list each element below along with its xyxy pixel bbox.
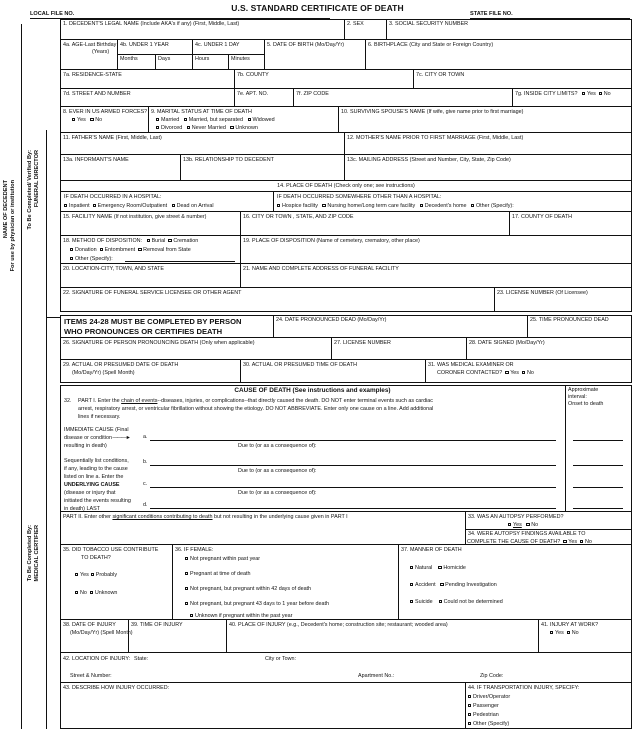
checkbox-divorced[interactable]	[156, 126, 159, 129]
part-ii-label	[63, 514, 348, 521]
checkbox-autopsy-no-label: No	[531, 522, 539, 528]
sequential-l1: Sequentially list conditions,	[64, 458, 129, 464]
checkbox-coroner-contacted-no-label: No	[526, 370, 534, 376]
div-nonhospital	[273, 192, 274, 212]
div-16	[240, 212, 241, 236]
checkbox-married[interactable]	[156, 118, 159, 121]
field-42-zip-label: Zip Code:	[480, 673, 504, 679]
checkbox-inpatient[interactable]	[64, 204, 67, 207]
margin-medical-certifier-l2	[34, 525, 42, 581]
items-2428-line2: WHO PRONOUNCES OR CERTIFIES DEATH	[64, 327, 223, 336]
margin-medical-certifier-text2: MEDICAL CERTIFIER	[34, 525, 40, 582]
checkbox-never-married[interactable]	[187, 126, 190, 129]
checkbox-not-pregnant-past-year[interactable]	[185, 557, 188, 560]
checkbox-removal-from-state-label: Removal from State	[143, 247, 191, 253]
field-5-label: 5. DATE OF BIRTH (Mo/Day/Yr)	[267, 42, 345, 48]
sequential-l2: if any, leading to the cause	[64, 466, 128, 472]
field-18-label	[63, 238, 198, 245]
checkbox-disposition-other[interactable]	[70, 257, 73, 260]
div-4b	[117, 40, 118, 70]
checkbox-removal-from-state[interactable]	[138, 248, 141, 251]
cause-line-b-label: b.	[143, 459, 148, 465]
checkbox-pregnant-within-42-days[interactable]	[185, 587, 188, 590]
interval-rule-d[interactable]	[573, 508, 623, 509]
field-13a-label: 13a. INFORMANT'S NAME	[63, 157, 129, 163]
checkbox-injury-at-work-yes-label: Yes	[554, 630, 564, 636]
field-37-options-row3	[410, 599, 503, 606]
checkbox-disposition-other-label: Other (Specify):	[74, 256, 113, 262]
div-10	[338, 107, 339, 133]
field-4b-months-label: Months	[120, 56, 138, 62]
cause-line-b-rule[interactable]	[150, 465, 556, 466]
field-32-number: 32.	[64, 398, 72, 404]
field-7d-label: 7d. STREET AND NUMBER	[63, 91, 131, 97]
field-42-label: 42. LOCATION OF INJURY:	[63, 656, 131, 662]
field-39-label: 39. TIME OF INJURY	[131, 622, 183, 628]
checkbox-armed-forces-yes[interactable]	[72, 118, 75, 121]
cause-line-a-rule[interactable]	[150, 440, 556, 441]
checkbox-manner-homicide-label: Homicide	[443, 565, 466, 571]
checkbox-decedents-home[interactable]	[420, 204, 423, 207]
field-31-options	[437, 370, 534, 377]
field-38-label-l2: (Mo/Day/Yr) (Spell Month)	[70, 630, 133, 636]
field-37-options-row1	[410, 565, 466, 572]
checkbox-manner-natural-label: Natural	[414, 565, 433, 571]
checkbox-pedestrian-label: Pedestrian	[472, 712, 499, 718]
field-18-text: 18. METHOD OF DISPOSITION:	[63, 238, 143, 244]
immediate-cause-l3: resulting in death)	[64, 443, 107, 449]
field-32-line1	[78, 398, 433, 405]
sequential-l4-underlying-cause: UNDERLYING CAUSE	[64, 482, 120, 488]
field-9-options-row2	[156, 125, 258, 132]
margin-medical-certifier-text1: To Be Completed By:	[27, 525, 33, 582]
field-43-label: 43. DESCRIBE HOW INJURY OCCURRED:	[63, 685, 170, 691]
checkbox-tobacco-unknown[interactable]	[90, 591, 93, 594]
div-27	[331, 338, 332, 360]
field-2-label: 2. SEX	[347, 21, 364, 27]
due-to-a: Due to (or as a consequence of):	[238, 443, 317, 449]
div-9	[148, 107, 149, 133]
field-44-option-driver	[468, 694, 510, 701]
field-36-option-4	[185, 601, 329, 608]
field-9-label: 9. MARITAL STATUS AT TIME OF DEATH	[151, 109, 252, 115]
field-20-label: 20. LOCATION-CITY, TOWN, AND STATE	[63, 266, 164, 272]
checkbox-pregnant-43-days-to-1-year[interactable]	[185, 602, 188, 605]
checkbox-autopsy-findings-no-label: No	[585, 539, 592, 545]
field-8-options	[72, 117, 102, 124]
checkbox-not-pregnant-past-year-label: Not pregnant within past year	[189, 556, 261, 562]
div-4c	[192, 40, 193, 70]
field-14-label: 14. PLACE OF DEATH (Check only one; see instructions)	[277, 183, 415, 189]
cause-of-death-title: CAUSE OF DEATH (See instructions and examples)	[234, 387, 391, 394]
margin-funeral-director-text2: FUNERAL DIRECTOR	[34, 150, 40, 208]
part-ii-underlined: significant conditions contributing to death	[112, 514, 213, 520]
field-9-options-row1	[156, 117, 275, 124]
checkbox-cremation[interactable]	[168, 239, 171, 242]
checkbox-manner-pending-label: Pending Investigation	[445, 582, 497, 588]
checkbox-nursing-home[interactable]	[322, 204, 325, 207]
cause-line-a-label: a.	[143, 434, 148, 440]
field-4c-label: 4c. UNDER 1 DAY	[195, 42, 240, 48]
field-34-label-l2: COMPLETE THE CAUSE OF DEATH?	[467, 539, 561, 545]
disposition-other-rule	[125, 261, 235, 262]
field-41-options	[550, 630, 579, 637]
field-44-option-passenger	[468, 703, 499, 710]
checkbox-pregnant-at-death-label: Pregnant at time of death	[189, 571, 251, 577]
div-12	[344, 133, 345, 155]
div-5	[264, 40, 265, 70]
div-7e	[234, 89, 235, 107]
checkbox-dead-on-arrival-label: Dead on Arrival	[176, 203, 214, 209]
field-15-label: 15. FACILITY NAME (If not institution, give street & number)	[63, 214, 207, 220]
funeral-section-divider	[46, 317, 60, 318]
page-title: U.S. STANDARD CERTIFICATE OF DEATH	[231, 3, 404, 13]
immediate-cause-l2-text: disease or condition	[64, 435, 112, 441]
field-13c-label: 13c. MAILING ADDRESS (Street and Number, City, State, Zip Code)	[347, 157, 511, 163]
field-24-label: 24. DATE PRONOUNCED DEAD (Mo/Day/Yr)	[276, 317, 387, 323]
field-42-state-label: State:	[134, 656, 149, 662]
field-31-label-l1: 31. WAS MEDICAL EXAMINER OR	[428, 362, 514, 368]
interval-rule-b[interactable]	[573, 465, 623, 466]
div-41	[538, 620, 539, 653]
field-7g-label	[515, 91, 611, 98]
interval-rule-c[interactable]	[573, 487, 623, 488]
checkbox-place-other-label: Other (Specify):	[475, 203, 514, 209]
nonhospital-options	[277, 203, 514, 210]
field-11-label: 11. FATHER'S NAME (First, Middle, Last)	[63, 135, 162, 141]
checkbox-manner-undetermined[interactable]	[439, 600, 442, 603]
field-4b-label: 4b. UNDER 1 YEAR	[120, 42, 169, 48]
margin-funeral-director-l2	[34, 150, 42, 207]
sequential-l5: (disease or injury that	[64, 490, 116, 496]
div-28	[466, 338, 467, 360]
field-26-label: 26. SIGNATURE OF PERSON PRONOUNCING DEATH (Only when applicable)	[63, 340, 255, 346]
checkbox-inside-city-yes[interactable]	[582, 92, 585, 95]
nonhospital-header: IF DEATH OCCURRED SOMEWHERE OTHER THAN A HOSPITAL:	[277, 194, 442, 200]
margin-outer-line1: NAME OF DECEDENT	[3, 180, 9, 239]
checkbox-married-separated-label: Married, but separated	[188, 117, 243, 123]
field-33-label: 33. WAS AN AUTOPSY PERFORMED?	[468, 514, 564, 520]
checkbox-entombment-label: Entombment	[104, 247, 136, 253]
checkbox-passenger-label: Passenger	[472, 703, 499, 709]
checkbox-hospice[interactable]	[277, 204, 280, 207]
field-16-label: 16. CITY OR TOWN , STATE, AND ZIP CODE	[243, 214, 354, 220]
checkbox-autopsy-findings-yes-label: Yes	[568, 539, 578, 545]
sequential-l3: listed on line a. Enter the	[64, 474, 124, 480]
checkbox-tobacco-no[interactable]	[75, 591, 78, 594]
checkbox-inside-city-no[interactable]	[599, 92, 602, 95]
field-4b-days-label: Days	[158, 56, 171, 62]
field-7g-text: 7g. INSIDE CITY LIMITS?	[515, 91, 578, 97]
funeral-section-margin-line	[46, 130, 47, 317]
interval-rule-a[interactable]	[573, 440, 623, 441]
checkbox-dead-on-arrival[interactable]	[172, 204, 175, 207]
row-residence	[60, 70, 632, 89]
field-12-label: 12. MOTHER'S NAME PRIOR TO FIRST MARRIAGE (First, Middle, Last)	[347, 135, 524, 141]
row-tobacco-female-manner	[60, 545, 632, 620]
field-32-chain-of-events: chain of events	[121, 398, 158, 404]
div-13b	[180, 155, 181, 181]
field-44-option-pedestrian	[468, 712, 499, 719]
checkbox-armed-forces-no-label: No	[95, 117, 103, 123]
outer-margin-line	[21, 24, 22, 729]
field-25-label: 25. TIME PRONOUNCED DEAD	[530, 317, 609, 323]
checkbox-tobacco-probably[interactable]	[91, 573, 94, 576]
field-23-label: 23. LICENSE NUMBER (Of Licensee)	[497, 290, 588, 296]
field-42-apt-label: Apartment No.:	[358, 673, 395, 679]
checkbox-donation-label: Donation	[74, 247, 97, 253]
div-24	[273, 315, 274, 338]
checkbox-manner-suicide[interactable]	[410, 600, 413, 603]
checkbox-burial-label: Burial	[151, 238, 166, 244]
checkbox-manner-accident-label: Accident	[414, 582, 436, 588]
arrow-icon: ———►	[111, 435, 130, 441]
checkbox-driver-operator-label: Driver/Operator	[472, 694, 511, 700]
field-1-label: 1. DECEDENT'S LEGAL NAME (Include AKA's if any) (First, Middle, Last)	[63, 21, 240, 27]
div-7f	[293, 89, 294, 107]
local-file-no-label: LOCAL FILE NO.	[30, 11, 75, 17]
checkbox-autopsy-findings-no[interactable]	[580, 540, 583, 543]
checkbox-manner-pending[interactable]	[440, 583, 443, 586]
field-35-label-l2: TO DEATH?	[81, 555, 111, 561]
checkbox-injury-at-work-no-label: No	[571, 630, 579, 636]
checkbox-manner-natural[interactable]	[410, 566, 413, 569]
div-7g	[512, 89, 513, 107]
part-ii-b: but not resulting in the underlying cause given in PART I	[212, 514, 348, 520]
checkbox-tobacco-probably-label: Probably	[95, 572, 118, 578]
div-37	[398, 545, 399, 620]
checkbox-nursing-home-label: Nursing home/Long term care facility	[327, 203, 416, 209]
margin-outer-line2: For use by physician or institution	[10, 180, 16, 272]
approx-interval-l3: Onset to death	[568, 401, 604, 407]
div-6	[365, 40, 366, 70]
field-30-label: 30. ACTUAL OR PRESUMED TIME OF DEATH	[243, 362, 358, 368]
checkbox-armed-forces-no[interactable]	[90, 118, 93, 121]
div-subrow-units	[117, 54, 264, 55]
field-34-label-l1: 34. WERE AUTOPSY FINDINGS AVAILABLE TO	[468, 531, 586, 537]
hospital-header: IF DEATH OCCURRED IN A HOSPITAL:	[64, 194, 162, 200]
immediate-cause-l2	[64, 435, 130, 442]
checkbox-emergency-room[interactable]	[93, 204, 96, 207]
checkbox-married-label: Married	[160, 117, 180, 123]
checkbox-emergency-room-label: Emergency Room/Outpatient	[97, 203, 168, 209]
div-19	[240, 236, 241, 264]
checkbox-autopsy-no[interactable]	[526, 523, 529, 526]
div-days	[155, 54, 156, 70]
field-7b-label: 7b. COUNTY	[237, 72, 269, 78]
checkbox-donation[interactable]	[70, 248, 73, 251]
checkbox-coroner-contacted-no[interactable]	[522, 371, 525, 374]
approx-interval-l1: Approximate	[568, 387, 599, 393]
div-31	[425, 360, 426, 383]
cause-line-c-rule[interactable]	[150, 487, 556, 488]
checkbox-hospice-label: Hospice facility	[281, 203, 318, 209]
field-32-l1b: --diseases, injuries, or complications--that directly caused the death. DO NOT enter terminal events such as cardiac	[157, 398, 433, 404]
margin-outer-sub	[10, 180, 18, 271]
checkbox-pregnancy-unknown-label: Unknown if pregnant within the past year	[194, 613, 293, 619]
field-7e-label: 7e. APT. NO.	[237, 91, 269, 97]
field-13b-label: 13b. RELATIONSHIP TO DECEDENT	[183, 157, 274, 163]
checkbox-pregnant-at-death[interactable]	[185, 572, 188, 575]
div-23	[494, 288, 495, 312]
field-22-label: 22. SIGNATURE OF FUNERAL SERVICE LICENSEE OR OTHER AGENT	[63, 290, 242, 296]
field-36-option-5	[190, 613, 292, 620]
field-18-options-row2	[70, 247, 191, 254]
checkbox-divorced-label: Divorced	[160, 125, 183, 131]
checkbox-widowed-label: Widowed	[252, 117, 275, 123]
field-32-line2: arrest, respiratory arrest, or ventricular fibrillation without showing the etiology. DO NOT ABBREVIATE. Enter only one cause on a line. Add additional	[78, 406, 434, 412]
checkbox-autopsy-yes-label: Yes	[512, 522, 522, 528]
field-44-option-other	[468, 721, 509, 728]
div-36	[172, 545, 173, 620]
field-17-label: 17. COUNTY OF DEATH	[512, 214, 573, 220]
field-37-options-row2	[410, 582, 497, 589]
field-6-label: 6. BIRTHPLACE (City and State or Foreign Country)	[368, 42, 494, 48]
checkbox-widowed[interactable]	[248, 118, 251, 121]
field-28-label: 28. DATE SIGNED (Mo/Day/Yr)	[469, 340, 545, 346]
checkbox-inside-city-yes-label: Yes	[587, 91, 596, 97]
field-4a-label-l1: 4a. AGE-Last Birthday	[63, 42, 117, 48]
checkbox-manner-undetermined-label: Could not be determined	[443, 599, 503, 605]
due-to-c: Due to (or as a consequence of):	[238, 490, 317, 496]
div-minutes	[228, 54, 229, 70]
field-4a-label-l2: (Years)	[92, 49, 110, 55]
checkbox-pregnant-within-42-days-label: Not pregnant, but pregnant within 42 days of death	[189, 586, 312, 592]
div-21	[240, 264, 241, 288]
part-ii-a: PART II. Enter other	[63, 514, 113, 520]
checkbox-pregnant-43-days-to-1-year-label: Not pregnant, but pregnant 43 days to 1 year before death	[189, 601, 330, 607]
field-7c-label: 7c. CITY OR TOWN	[416, 72, 465, 78]
field-35-options-row1	[75, 572, 117, 579]
checkbox-cremation-label: Cremation	[173, 238, 199, 244]
field-10-label: 10. SURVIVING SPOUSE'S NAME (If wife, give name prior to first marriage)	[341, 109, 524, 115]
div-40	[226, 620, 227, 653]
div-13c	[344, 155, 345, 181]
sequential-l6: initiated the events resulting	[64, 498, 131, 504]
checkbox-coroner-contacted-yes-label: Yes	[510, 370, 519, 376]
checkbox-never-married-label: Never Married	[191, 125, 226, 131]
state-file-no-label: STATE FILE NO.	[470, 11, 513, 17]
field-42-city-label: City or Town:	[265, 656, 297, 662]
div-30	[240, 360, 241, 383]
field-40-label: 40. PLACE OF INJURY (e.g., Decedent's home; construction site; restaurant; wooded area)	[229, 622, 448, 628]
checkbox-tobacco-unknown-label: Unknown	[94, 590, 118, 596]
margin-funeral-director-text1: To Be Completed/ Verified By:	[27, 150, 33, 230]
field-36-label: 36. IF FEMALE:	[175, 547, 214, 553]
checkbox-marital-unknown[interactable]	[230, 126, 233, 129]
checkbox-entombment[interactable]	[100, 248, 103, 251]
cause-line-c-label: c.	[143, 481, 148, 487]
field-36-option-3	[185, 586, 311, 593]
div-44	[465, 683, 466, 729]
checkbox-pedestrian[interactable]	[468, 713, 471, 716]
field-4c-minutes-label: Minutes	[231, 56, 250, 62]
checkbox-inpatient-label: Inpatient	[68, 203, 90, 209]
div-7b	[234, 70, 235, 89]
div-approx-interval	[565, 385, 566, 512]
checkbox-transportation-other[interactable]	[468, 722, 471, 725]
field-33-options	[508, 522, 538, 529]
field-29-label-l2: (Mo/Day/Yr) (Spell Month)	[72, 370, 135, 376]
checkbox-marital-unknown-label: Unknown	[235, 125, 258, 131]
field-32-line3: lines if necessary.	[78, 414, 121, 420]
immediate-cause-l1: IMMEDIATE CAUSE (Final	[64, 427, 129, 433]
field-8-label: 8. EVER IN US ARMED FORCES?	[63, 109, 148, 115]
field-35-label-l1: 35. DID TOBACCO USE CONTRIBUTE	[63, 547, 159, 553]
checkbox-driver-operator[interactable]	[468, 695, 471, 698]
checkbox-tobacco-no-label: No	[79, 590, 87, 596]
items-2428-line1: ITEMS 24-28 MUST BE COMPLETED BY PERSON	[64, 317, 242, 326]
checkbox-passenger[interactable]	[468, 704, 471, 707]
div-17	[509, 212, 510, 236]
checkbox-decedents-home-label: Decedent's home	[424, 203, 467, 209]
checkbox-manner-suicide-label: Suicide	[414, 599, 433, 605]
checkbox-tobacco-yes-label: Yes	[79, 572, 89, 578]
field-36-option-2	[185, 571, 251, 578]
div-sex	[344, 19, 345, 40]
div-34-top	[465, 529, 632, 530]
field-44-label: 44. IF TRANSPORTATION INJURY, SPECIFY:	[468, 685, 580, 691]
checkbox-inside-city-no-label: No	[603, 91, 611, 97]
checkbox-coroner-contacted-yes[interactable]	[505, 371, 508, 374]
field-21-label: 21. NAME AND COMPLETE ADDRESS OF FUNERAL FACILITY	[243, 266, 399, 272]
checkbox-autopsy-yes[interactable]	[508, 523, 511, 526]
field-36-option-1	[185, 556, 260, 563]
checkbox-manner-homicide[interactable]	[438, 566, 441, 569]
checkbox-transportation-other-label: Other (Specify)	[472, 721, 510, 727]
field-19-label: 19. PLACE OF DISPOSITION (Name of cemetery, crematory, other place)	[243, 238, 420, 244]
field-18-options-row3	[70, 256, 113, 263]
div-25	[527, 315, 528, 338]
field-31-label-l2: CORONER CONTACTED?	[437, 370, 503, 376]
checkbox-armed-forces-yes-label: Yes	[76, 117, 86, 123]
checkbox-burial[interactable]	[147, 239, 150, 242]
approx-interval-l2: interval:	[568, 394, 587, 400]
medical-section-margin-line	[46, 317, 47, 729]
checkbox-manner-accident[interactable]	[410, 583, 413, 586]
checkbox-injury-at-work-yes[interactable]	[550, 631, 553, 634]
field-37-label: 37. MANNER OF DEATH	[401, 547, 462, 553]
checkbox-pregnancy-unknown[interactable]	[190, 614, 193, 617]
field-27-label: 27. LICENSE NUMBER	[334, 340, 391, 346]
field-38-label-l1: 38. DATE OF INJURY	[63, 622, 116, 628]
field-32-l1a: PART I. Enter the	[78, 398, 122, 404]
checkbox-tobacco-yes[interactable]	[75, 573, 78, 576]
checkbox-place-other[interactable]	[471, 204, 474, 207]
checkbox-autopsy-findings-yes[interactable]	[563, 540, 566, 543]
div-ssn	[386, 19, 387, 40]
checkbox-injury-at-work-no[interactable]	[567, 631, 570, 634]
field-7a-label: 7a. RESIDENCE-STATE	[63, 72, 122, 78]
cause-line-d-label: d.	[143, 502, 148, 508]
div-7c	[413, 70, 414, 89]
field-29-label-l1: 29. ACTUAL OR PRESUMED DATE OF DEATH	[63, 362, 179, 368]
sequential-l7: in death) LAST	[64, 506, 100, 512]
cause-line-d-rule[interactable]	[150, 508, 556, 509]
field-7f-label: 7f. ZIP CODE	[296, 91, 329, 97]
field-41-label: 41. INJURY AT WORK?	[541, 622, 599, 628]
checkbox-married-separated[interactable]	[184, 118, 187, 121]
field-35-options-row2	[75, 590, 117, 597]
hospital-options	[64, 203, 214, 210]
field-4c-hours-label: Hours	[195, 56, 210, 62]
due-to-b: Due to (or as a consequence of):	[238, 468, 317, 474]
field-42-street-label: Street & Number:	[70, 673, 112, 679]
field-3-label: 3. SOCIAL SECURITY NUMBER	[389, 21, 469, 27]
row-informant	[60, 155, 632, 181]
